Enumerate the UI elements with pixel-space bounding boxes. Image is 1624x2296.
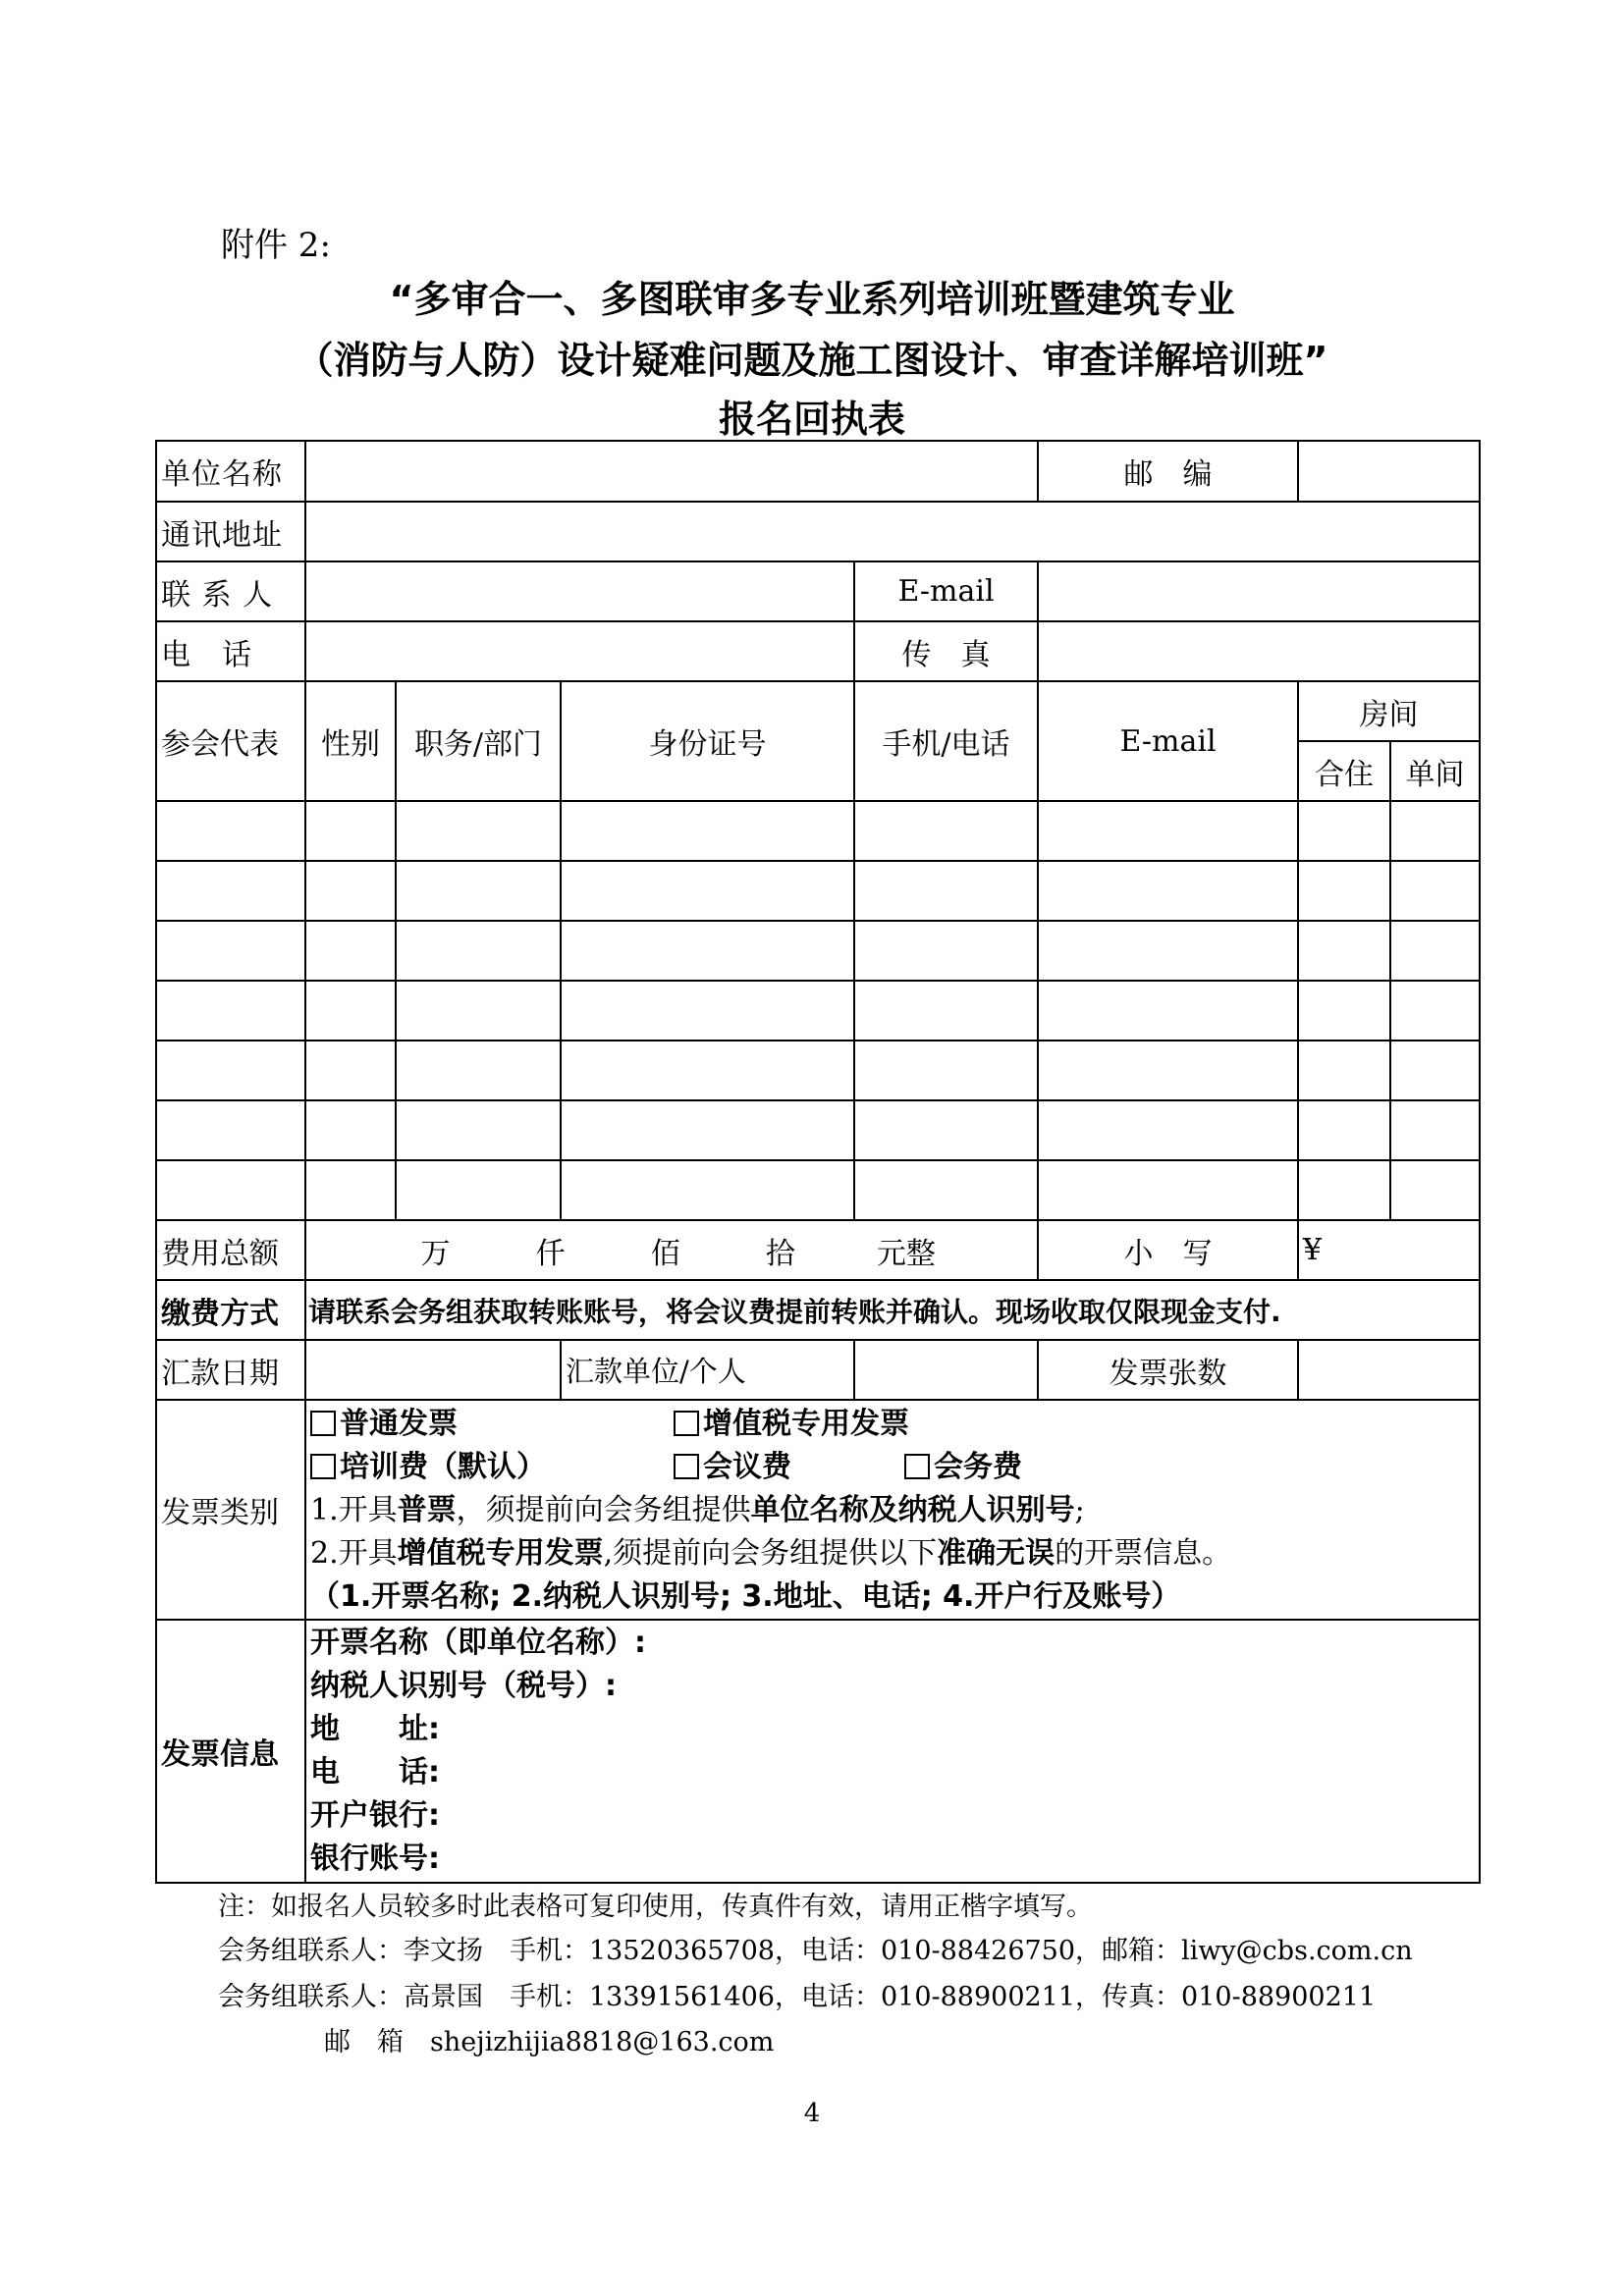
note-emphasis: 增值税专用发票: [397, 1536, 604, 1571]
attendee-cell[interactable]: [854, 861, 1038, 921]
note-text: 1.开具: [310, 1493, 398, 1527]
payment-method-text: 请联系会务组获取转账账号，将会议费提前转账并确认。现场收取仅限现金支付.: [305, 1280, 1480, 1340]
invoice-phone-field[interactable]: 电 话:: [310, 1755, 440, 1789]
invoice-note-2: [310, 1532, 1475, 1575]
attendee-cell[interactable]: [1298, 981, 1390, 1041]
invoice-info-content: [305, 1620, 1480, 1883]
attendee-cell[interactable]: [854, 801, 1038, 861]
table-row: [156, 861, 1480, 921]
attendee-cell[interactable]: [561, 1160, 854, 1220]
invoice-note-1: [310, 1489, 1475, 1532]
contact-email-line: 邮 箱 shejizhijia8818@163.com: [218, 2027, 775, 2057]
remit-date-field[interactable]: [305, 1340, 561, 1400]
attendee-cell[interactable]: [305, 1100, 396, 1160]
fee-total-label: 费用总额: [156, 1220, 305, 1280]
unit-name-label: 单位名称: [156, 441, 305, 502]
invoice-option-normal-label: 普通发票: [340, 1407, 458, 1441]
yen-sign: ¥: [1303, 1233, 1323, 1267]
invoice-info-label: 发票信息: [156, 1620, 305, 1883]
attendee-cell[interactable]: [561, 801, 854, 861]
attendee-cell[interactable]: [1038, 1041, 1298, 1100]
registration-form-table: [155, 440, 1481, 1884]
row-fee-total: [156, 1220, 1480, 1280]
invoice-option-meeting[interactable]: [674, 1446, 904, 1489]
attendee-cell[interactable]: [305, 921, 396, 981]
invoice-option-vat[interactable]: [674, 1403, 909, 1446]
note-emphasis: 单位名称及纳税人识别号: [750, 1493, 1075, 1527]
remit-unit-label: 汇款单位/个人: [561, 1340, 854, 1400]
note-emphasis: 准确无误: [937, 1536, 1056, 1571]
checkbox-icon[interactable]: [674, 1454, 699, 1479]
attendee-cell[interactable]: [396, 921, 561, 981]
attendee-cell[interactable]: [305, 981, 396, 1041]
table-row: [156, 1041, 1480, 1100]
attendee-cell[interactable]: [305, 1160, 396, 1220]
fax-label: 传 真: [854, 621, 1038, 681]
attendee-cell[interactable]: [854, 981, 1038, 1041]
form-title-line1: “多审合一、多图联审多专业系列培训班暨建筑专业: [389, 278, 1235, 321]
attendee-cell[interactable]: [1390, 861, 1480, 921]
attendee-cell[interactable]: [156, 1100, 305, 1160]
row-contact: [156, 561, 1480, 621]
single-room-header: 单间: [1390, 741, 1480, 801]
id-number-header: 身份证号: [561, 681, 854, 801]
invoice-count-label: 发票张数: [1038, 1340, 1298, 1400]
invoice-option-conference[interactable]: [904, 1446, 1022, 1489]
attendee-cell[interactable]: [561, 981, 854, 1041]
row-remit: [156, 1340, 1480, 1400]
position-header: 职务/部门: [396, 681, 561, 801]
invoice-name-field[interactable]: 开票名称（即单位名称）:: [310, 1626, 646, 1660]
invoice-note-3: （1.开票名称; 2.纳税人识别号; 3.地址、电话; 4.开户行及账号）: [310, 1579, 1181, 1614]
attendee-cell[interactable]: [561, 1100, 854, 1160]
attendee-cell[interactable]: [396, 1041, 561, 1100]
table-row: [156, 1160, 1480, 1220]
attendee-cell[interactable]: [1038, 1160, 1298, 1220]
lowercase-label: 小 写: [1038, 1220, 1298, 1280]
remit-date-label: 汇款日期: [156, 1340, 305, 1400]
attendee-cell[interactable]: [305, 801, 396, 861]
postcode-label: 邮 编: [1038, 441, 1298, 502]
attachment-label: 附件 2:: [221, 226, 331, 265]
attendee-cell[interactable]: [305, 1041, 396, 1100]
invoice-address-field[interactable]: 地 址:: [310, 1712, 440, 1746]
attendee-cell[interactable]: [1298, 861, 1390, 921]
attendee-cell[interactable]: [1390, 1160, 1480, 1220]
table-row: [156, 921, 1480, 981]
attendee-cell[interactable]: [1298, 1041, 1390, 1100]
attendee-cell[interactable]: [396, 1160, 561, 1220]
contact-line-1: 会务组联系人：李文扬 手机：13520365708，电话：010-88426750，邮箱：liwy@cbs.com.cn: [218, 1936, 1413, 1966]
invoice-type-content: [305, 1400, 1480, 1620]
tax-id-field[interactable]: 纳税人识别号（税号）:: [310, 1669, 617, 1703]
checkbox-icon[interactable]: [904, 1454, 930, 1479]
attendee-cell[interactable]: [396, 1100, 561, 1160]
attendee-cell[interactable]: [854, 1160, 1038, 1220]
invoice-option-vat-label: 增值税专用发票: [703, 1407, 909, 1441]
email-label: E-mail: [854, 561, 1038, 621]
note-text: ，须提前向会务组提供: [456, 1493, 751, 1527]
row-address: [156, 502, 1480, 561]
note-text: ;: [1074, 1493, 1085, 1527]
fax-field[interactable]: [1038, 621, 1480, 681]
phone-label: 电 话: [156, 621, 305, 681]
attendee-cell[interactable]: [561, 1041, 854, 1100]
attendee-cell[interactable]: [305, 861, 396, 921]
email-field[interactable]: [1038, 561, 1480, 621]
row-invoice-type: [156, 1400, 1480, 1620]
fee-unit-yuan: 元整: [876, 1236, 936, 1271]
table-row: [156, 1100, 1480, 1160]
gender-header: 性别: [305, 681, 396, 801]
form-title-line3: 报名回执表: [718, 398, 905, 441]
fee-unit-bai: 佰: [650, 1236, 680, 1271]
invoice-option-conference-label: 会务费: [934, 1450, 1022, 1484]
attendee-cell[interactable]: [1298, 1160, 1390, 1220]
unit-name-field[interactable]: [305, 441, 1038, 502]
address-label: 通讯地址: [156, 502, 305, 561]
note-text: 2.开具: [310, 1536, 398, 1571]
attendee-cell[interactable]: [1390, 981, 1480, 1041]
row-payment: [156, 1280, 1480, 1340]
attendee-cell[interactable]: [1298, 801, 1390, 861]
attendee-cell[interactable]: [1390, 1100, 1480, 1160]
invoice-option-meeting-label: 会议费: [703, 1450, 791, 1484]
bank-field[interactable]: 开户银行:: [310, 1798, 440, 1833]
fee-unit-shi: 拾: [765, 1236, 795, 1271]
attendee-cell[interactable]: [854, 921, 1038, 981]
attendee-cell[interactable]: [1038, 801, 1298, 861]
lowercase-amount-field[interactable]: [1298, 1220, 1480, 1280]
attendee-cell[interactable]: [156, 921, 305, 981]
page-number: 4: [803, 2099, 821, 2128]
fee-unit-qian: 仟: [535, 1236, 566, 1271]
checkbox-icon[interactable]: [310, 1454, 336, 1479]
fee-total-field[interactable]: [305, 1220, 1038, 1280]
attendee-cell[interactable]: [156, 981, 305, 1041]
phone-field[interactable]: [305, 621, 854, 681]
invoice-count-field[interactable]: [1298, 1340, 1480, 1400]
note-line-1: 注：如报名人员较多时此表格可复印使用，传真件有效，请用正楷字填写。: [218, 1892, 1093, 1922]
attendee-cell[interactable]: [1390, 801, 1480, 861]
checkbox-icon[interactable]: [674, 1411, 699, 1436]
address-field[interactable]: [305, 502, 1480, 561]
invoice-option-normal[interactable]: [310, 1403, 674, 1446]
attendee-cell[interactable]: [396, 981, 561, 1041]
contact-line-2: 会务组联系人：高景国 手机：13391561406，电话：010-88900211，传真：010-88900211: [218, 1982, 1377, 2012]
attendee-cell[interactable]: [1038, 981, 1298, 1041]
attendee-cell[interactable]: [1390, 921, 1480, 981]
room-header: 房间: [1298, 681, 1480, 741]
attendee-cell[interactable]: [1038, 1100, 1298, 1160]
payment-method-label: 缴费方式: [156, 1280, 305, 1340]
note-text: 的开票信息。: [1055, 1536, 1232, 1571]
attendee-header-row: [156, 681, 1480, 741]
attendee-cell[interactable]: [1038, 921, 1298, 981]
table-row: [156, 981, 1480, 1041]
remit-unit-field[interactable]: [854, 1340, 1038, 1400]
checkbox-icon[interactable]: [310, 1411, 336, 1436]
attendee-cell[interactable]: [854, 1041, 1038, 1100]
row-invoice-info: [156, 1620, 1480, 1883]
attendee-cell[interactable]: [561, 921, 854, 981]
attendee-email-header: E-mail: [1038, 681, 1298, 801]
attendee-cell[interactable]: [1298, 921, 1390, 981]
account-field[interactable]: 银行账号:: [310, 1842, 440, 1876]
row-unit: [156, 441, 1480, 502]
attendee-cell[interactable]: [854, 1100, 1038, 1160]
attendee-cell[interactable]: [396, 801, 561, 861]
attendee-cell[interactable]: [156, 861, 305, 921]
mobile-header: 手机/电话: [854, 681, 1038, 801]
attendee-cell[interactable]: [1038, 861, 1298, 921]
postcode-field[interactable]: [1298, 441, 1480, 502]
shared-room-header: 合住: [1298, 741, 1390, 801]
attendee-cell[interactable]: [156, 1041, 305, 1100]
note-emphasis: 普票: [397, 1493, 457, 1527]
attendee-cell[interactable]: [156, 1160, 305, 1220]
attendee-cell[interactable]: [1298, 1100, 1390, 1160]
attendee-cell[interactable]: [156, 801, 305, 861]
contact-label: 联 系 人: [156, 561, 305, 621]
attendee-cell[interactable]: [561, 861, 854, 921]
representative-header: 参会代表: [156, 681, 305, 801]
note-text: ,须提前向会务组提供以下: [603, 1536, 938, 1571]
form-title-line2: （消防与人防）设计疑难问题及施工图设计、审查详解培训班”: [296, 339, 1328, 382]
attendee-cell[interactable]: [396, 861, 561, 921]
attendee-cell[interactable]: [1390, 1041, 1480, 1100]
contact-field[interactable]: [305, 561, 854, 621]
fee-unit-wan: 万: [420, 1236, 451, 1271]
row-phone: [156, 621, 1480, 681]
table-row: [156, 801, 1480, 861]
invoice-option-training[interactable]: [310, 1446, 674, 1489]
invoice-type-label: 发票类别: [156, 1400, 305, 1620]
invoice-option-training-label: 培训费（默认）: [340, 1450, 546, 1484]
